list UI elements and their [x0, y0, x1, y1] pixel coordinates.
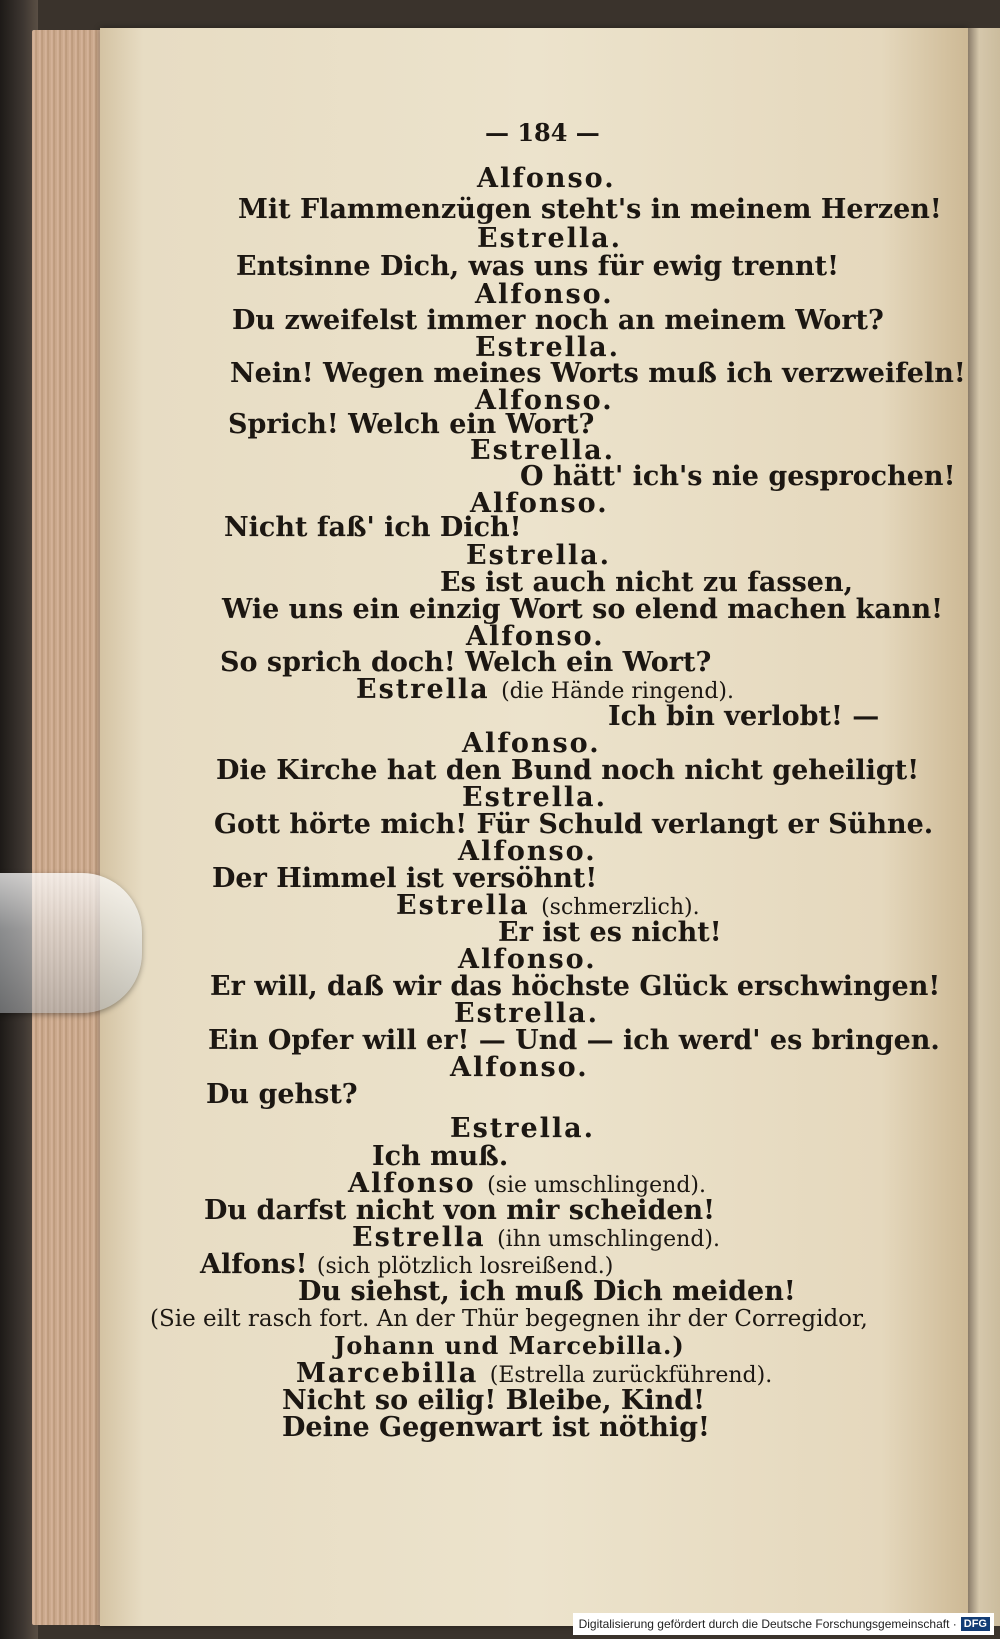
- stage-direction: (ihn umschlingend).: [497, 1227, 721, 1252]
- speaker-line: Estrella (ihn umschlingend).: [352, 1222, 721, 1253]
- verse-line: O hätt' ich's nie gesprochen!: [520, 461, 956, 492]
- verse-line: Deine Gegenwart ist nöthig!: [282, 1412, 710, 1443]
- speaker-line: Estrella.: [462, 782, 608, 813]
- verse-line: Sprich! Welch ein Wort?: [228, 409, 595, 440]
- speaker-line: Estrella.: [450, 1113, 596, 1144]
- verse-line: Er ist es nicht!: [498, 917, 722, 948]
- speaker-line: Estrella (schmerzlich).: [396, 890, 700, 921]
- digitization-credit: [573, 1613, 994, 1635]
- speaker-line: Estrella.: [454, 998, 600, 1029]
- speaker-line: Estrella (die Hände ringend).: [356, 674, 735, 705]
- stage-direction: Johann und Marcebilla.): [334, 1331, 685, 1360]
- speaker-line: Estrella.: [477, 223, 623, 254]
- verse-line: Du darfst nicht von mir scheiden!: [204, 1195, 715, 1226]
- verse-line: Alfons! (sich plötzlich losreißend.): [200, 1249, 614, 1280]
- verse-line: Nein! Wegen meines Worts muß ich verzweifeln!: [230, 358, 966, 389]
- verse-line: Ich bin verlobt! —: [608, 701, 880, 732]
- speaker-line: Alfonso.: [458, 836, 597, 867]
- speaker-line: Marcebilla (Estrella zurückführend).: [296, 1358, 773, 1389]
- verse-line: Wie uns ein einzig Wort so elend machen kann!: [222, 594, 943, 625]
- verse-line: Ich muß.: [372, 1141, 509, 1172]
- speaker-line: Alfonso.: [462, 728, 601, 759]
- verse-line: Nicht so eilig! Bleibe, Kind!: [282, 1385, 706, 1416]
- verse-line: Du gehst?: [206, 1079, 358, 1110]
- verse-line: Gott hörte mich! Für Schuld verlangt er Sühne.: [214, 809, 934, 840]
- dfg-logo: DFG: [961, 1617, 990, 1631]
- verse-line: Du siehst, ich muß Dich meiden!: [298, 1276, 796, 1307]
- speaker-line: Alfonso.: [466, 621, 605, 652]
- verse-line: Es ist auch nicht zu fassen,: [440, 567, 854, 598]
- speaker-line: Alfonso.: [458, 944, 597, 975]
- verse-line: Der Himmel ist versöhnt!: [212, 863, 598, 894]
- verse-line: Du zweifelst immer noch an meinem Wort?: [232, 305, 884, 336]
- speaker-line: Estrella.: [475, 332, 621, 363]
- speaker-line: Estrella.: [466, 540, 612, 571]
- stage-direction: (die Hände ringend).: [501, 679, 735, 704]
- page-number: — 184 —: [485, 118, 600, 147]
- verse-line: Mit Flammenzügen steht's in meinem Herzen!: [238, 194, 942, 225]
- speaker-line: Alfonso.: [475, 385, 614, 416]
- verse-line: Entsinne Dich, was uns für ewig trennt!: [236, 251, 840, 282]
- stage-direction: (schmerzlich).: [541, 895, 700, 920]
- speaker-line: Estrella.: [470, 435, 616, 466]
- stage-direction: (Estrella zurückführend).: [489, 1363, 773, 1388]
- credit-text: Digitalisierung gefördert durch die Deutsche Forschungsgemeinschaft ·: [578, 1617, 957, 1631]
- stage-direction: (sie umschlingend).: [487, 1173, 706, 1198]
- verse-line: So sprich doch! Welch ein Wort?: [220, 647, 712, 678]
- speaker-line: Alfonso.: [477, 163, 616, 194]
- verse-line: Nicht faß' ich Dich!: [224, 512, 522, 543]
- verse-line: Er will, daß wir das höchste Glück erschwingen!: [210, 971, 941, 1002]
- speaker-line: Alfonso (sie umschlingend).: [348, 1168, 706, 1199]
- speaker-line: Alfonso.: [450, 1052, 589, 1083]
- verse-line: Ein Opfer will er! — Und — ich werd' es bringen.: [208, 1025, 940, 1056]
- speaker-line: Alfonso.: [470, 488, 609, 519]
- stage-direction: (sich plötzlich losreißend.): [316, 1254, 614, 1279]
- speaker-line: Alfonso.: [475, 279, 614, 310]
- stage-direction: (Sie eilt rasch fort. An der Thür begegnen ihr der Corregidor,: [150, 1306, 868, 1332]
- verse-line: Die Kirche hat den Bund noch nicht geheiligt!: [216, 755, 920, 786]
